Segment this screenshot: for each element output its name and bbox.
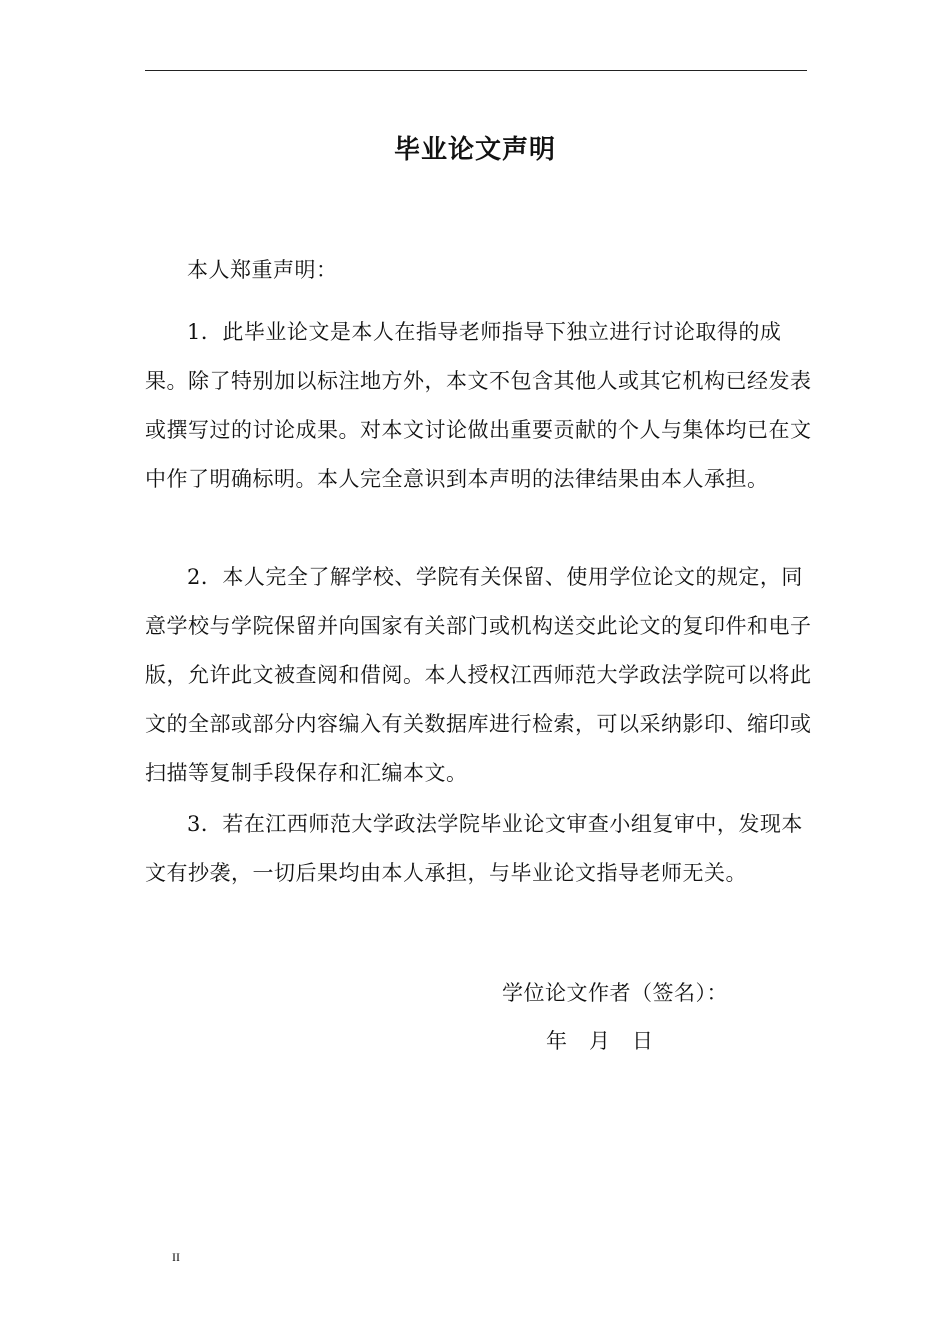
paragraph-text: 2．本人完全了解学校、学院有关保留、使用学位论文的规定，同意学校与学院保留并向国家有关部门或机构送交此论文的复印件和电子版，允许此文被查阅和借阅。本人授权江西师范大学政法学院可以将此文的全部或部分内容编入有关数据库进行检索，可以采纳影印、缩印或扫描等复制手段保存和汇编本文。 [145, 565, 812, 785]
declaration-paragraph-3 [145, 800, 817, 898]
page-title: 毕业论文声明 [393, 135, 556, 165]
declaration-intro [145, 246, 817, 295]
intro-text: 本人郑重声明： [187, 258, 338, 282]
declaration-paragraph-1 [145, 308, 817, 504]
declaration-paragraph-2 [145, 553, 817, 798]
date-line: 年 月 日 [546, 1029, 654, 1053]
header-rule [145, 70, 807, 71]
page-number: II [172, 1250, 180, 1264]
paragraph-text: 3．若在江西师范大学政法学院毕业论文审查小组复审中，发现本文有抄袭，一切后果均由本人承担，与毕业论文指导老师无关。 [145, 812, 803, 885]
signature-label: 学位论文作者（签名）： [502, 981, 728, 1005]
paragraph-text: 1．此毕业论文是本人在指导老师指导下独立进行讨论取得的成果。除了特别加以标注地方外，本文不包含其他人或其它机构已经发表或撰写过的讨论成果。对本文讨论做出重要贡献的个人与集体均已在文中作了明确标明。本人完全意识到本声明的法律结果由本人承担。 [145, 320, 812, 491]
